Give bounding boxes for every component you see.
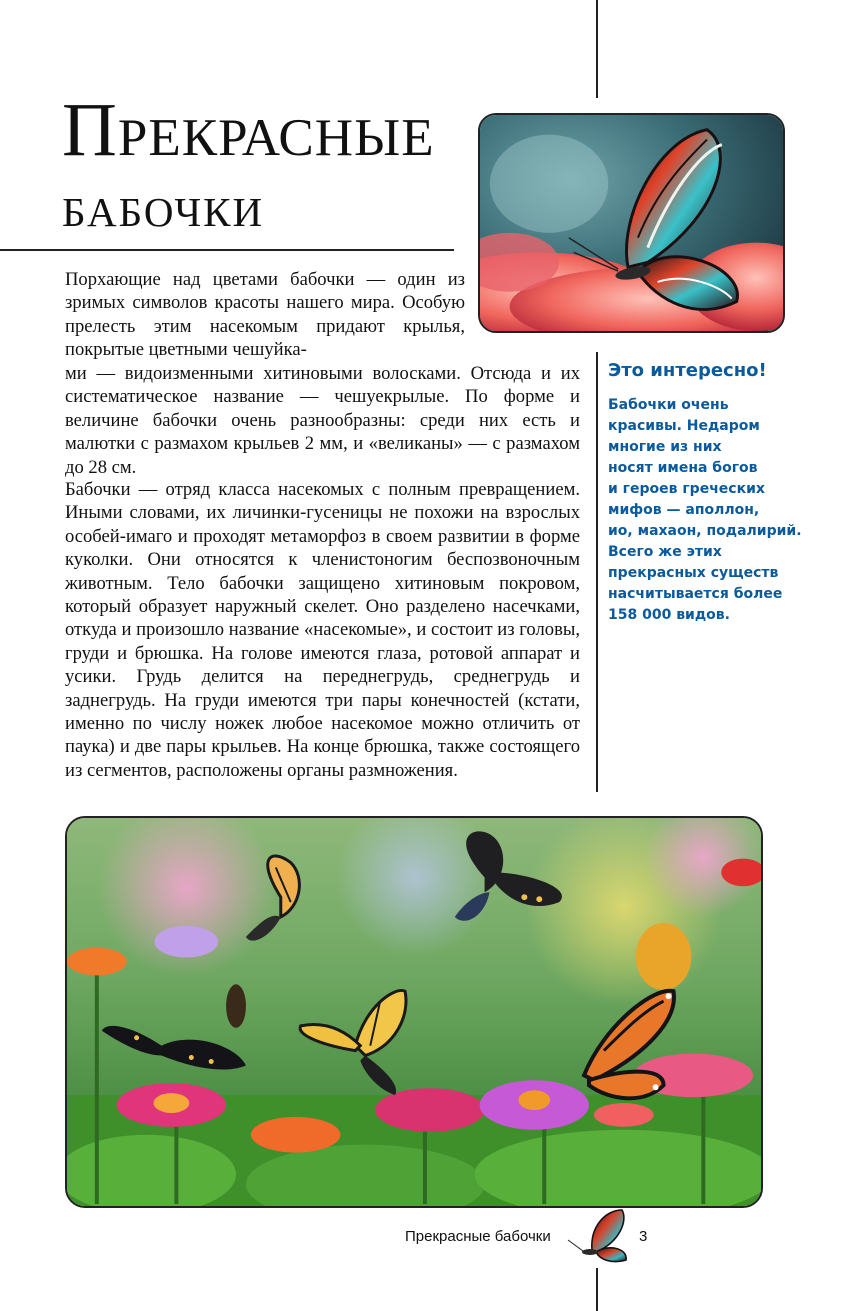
running-footer-title: Прекрасные бабочки <box>405 1228 551 1245</box>
butterfly-icon <box>566 1206 634 1264</box>
title-line-1: Прекрасные <box>62 88 435 172</box>
article-paragraph-1-intro: Порхающие над цветами бабочки — один из зримых символов красоты нашего мира. Особую прелесть этим насекомым придают крылья, покрытые цветными чешуйка- <box>65 269 465 361</box>
fun-fact-sidebar <box>608 360 838 626</box>
sidebar-line: носят имена богов <box>608 460 758 476</box>
butterflies-in-garden-photo <box>65 816 763 1208</box>
butterfly-icon-graphic <box>566 1206 634 1264</box>
sidebar-line: прекрасных существ <box>608 565 779 581</box>
sidebar-line: Бабочки очень <box>608 397 729 413</box>
column-divider <box>596 352 598 792</box>
sidebar-line: и героев греческих <box>608 481 765 497</box>
page-number: 3 <box>639 1228 648 1245</box>
article-paragraph-2: Бабочки — отряд класса насекомых с полным превращением. Иными словами, их личинки-гусеницы не похожи на взрослых особей-имаго и проходят метаморфоз в своем развитии в форме куколки. Они относятся к членистоногим беспозвоночным животным. Тело бабочки защищено хитиновым покровом, который образует наружный скелет. Оно разделено насечками, откуда и произошло название «насекомые», и состоит из головы, груди и брюшка. На голове имеются глаза, ротовой аппарат и усики. Грудь делится на переднегрудь, среднегрудь и заднегрудь. На груди имеются три пары конечностей (кстати, именно по числу ножек любое насекомое можно отличить от паука) и две пары крыльев. На конце брюшка, также состоящего из сегментов, расположены органы размножения. <box>65 479 580 781</box>
sidebar-text <box>608 395 838 626</box>
butterfly-on-flower-illustration <box>480 115 783 331</box>
sidebar-line: красивы. Недаром <box>608 418 760 434</box>
column-divider-top <box>596 0 598 98</box>
butterflies-in-garden-illustration <box>67 818 761 1206</box>
sidebar-line: ио, махаон, подалирий. <box>608 523 802 539</box>
article-paragraph-1-continued: ми — видоизменными хитиновыми волосками. Отсюда и их систематическое название — чешуекрылые. По форме и величине бабочки очень разнообразны: среди них есть и малютки с размахом крыльев 2 мм, и «великаны» — с размахом до 28 см. <box>65 363 580 478</box>
title-underline <box>0 249 454 251</box>
column-divider-bottom <box>596 1268 598 1311</box>
sidebar-title: Это интересно! <box>608 360 767 381</box>
title-line-2: бабочки <box>62 174 265 239</box>
butterfly-on-flower-photo <box>478 113 785 333</box>
sidebar-line: насчитывается более <box>608 586 783 602</box>
sidebar-line: многие из них <box>608 439 722 455</box>
sidebar-line: Всего же этих <box>608 544 722 560</box>
sidebar-line: мифов — аполлон, <box>608 502 760 518</box>
page-title <box>62 88 462 239</box>
sidebar-line: 158 000 видов. <box>608 607 730 623</box>
